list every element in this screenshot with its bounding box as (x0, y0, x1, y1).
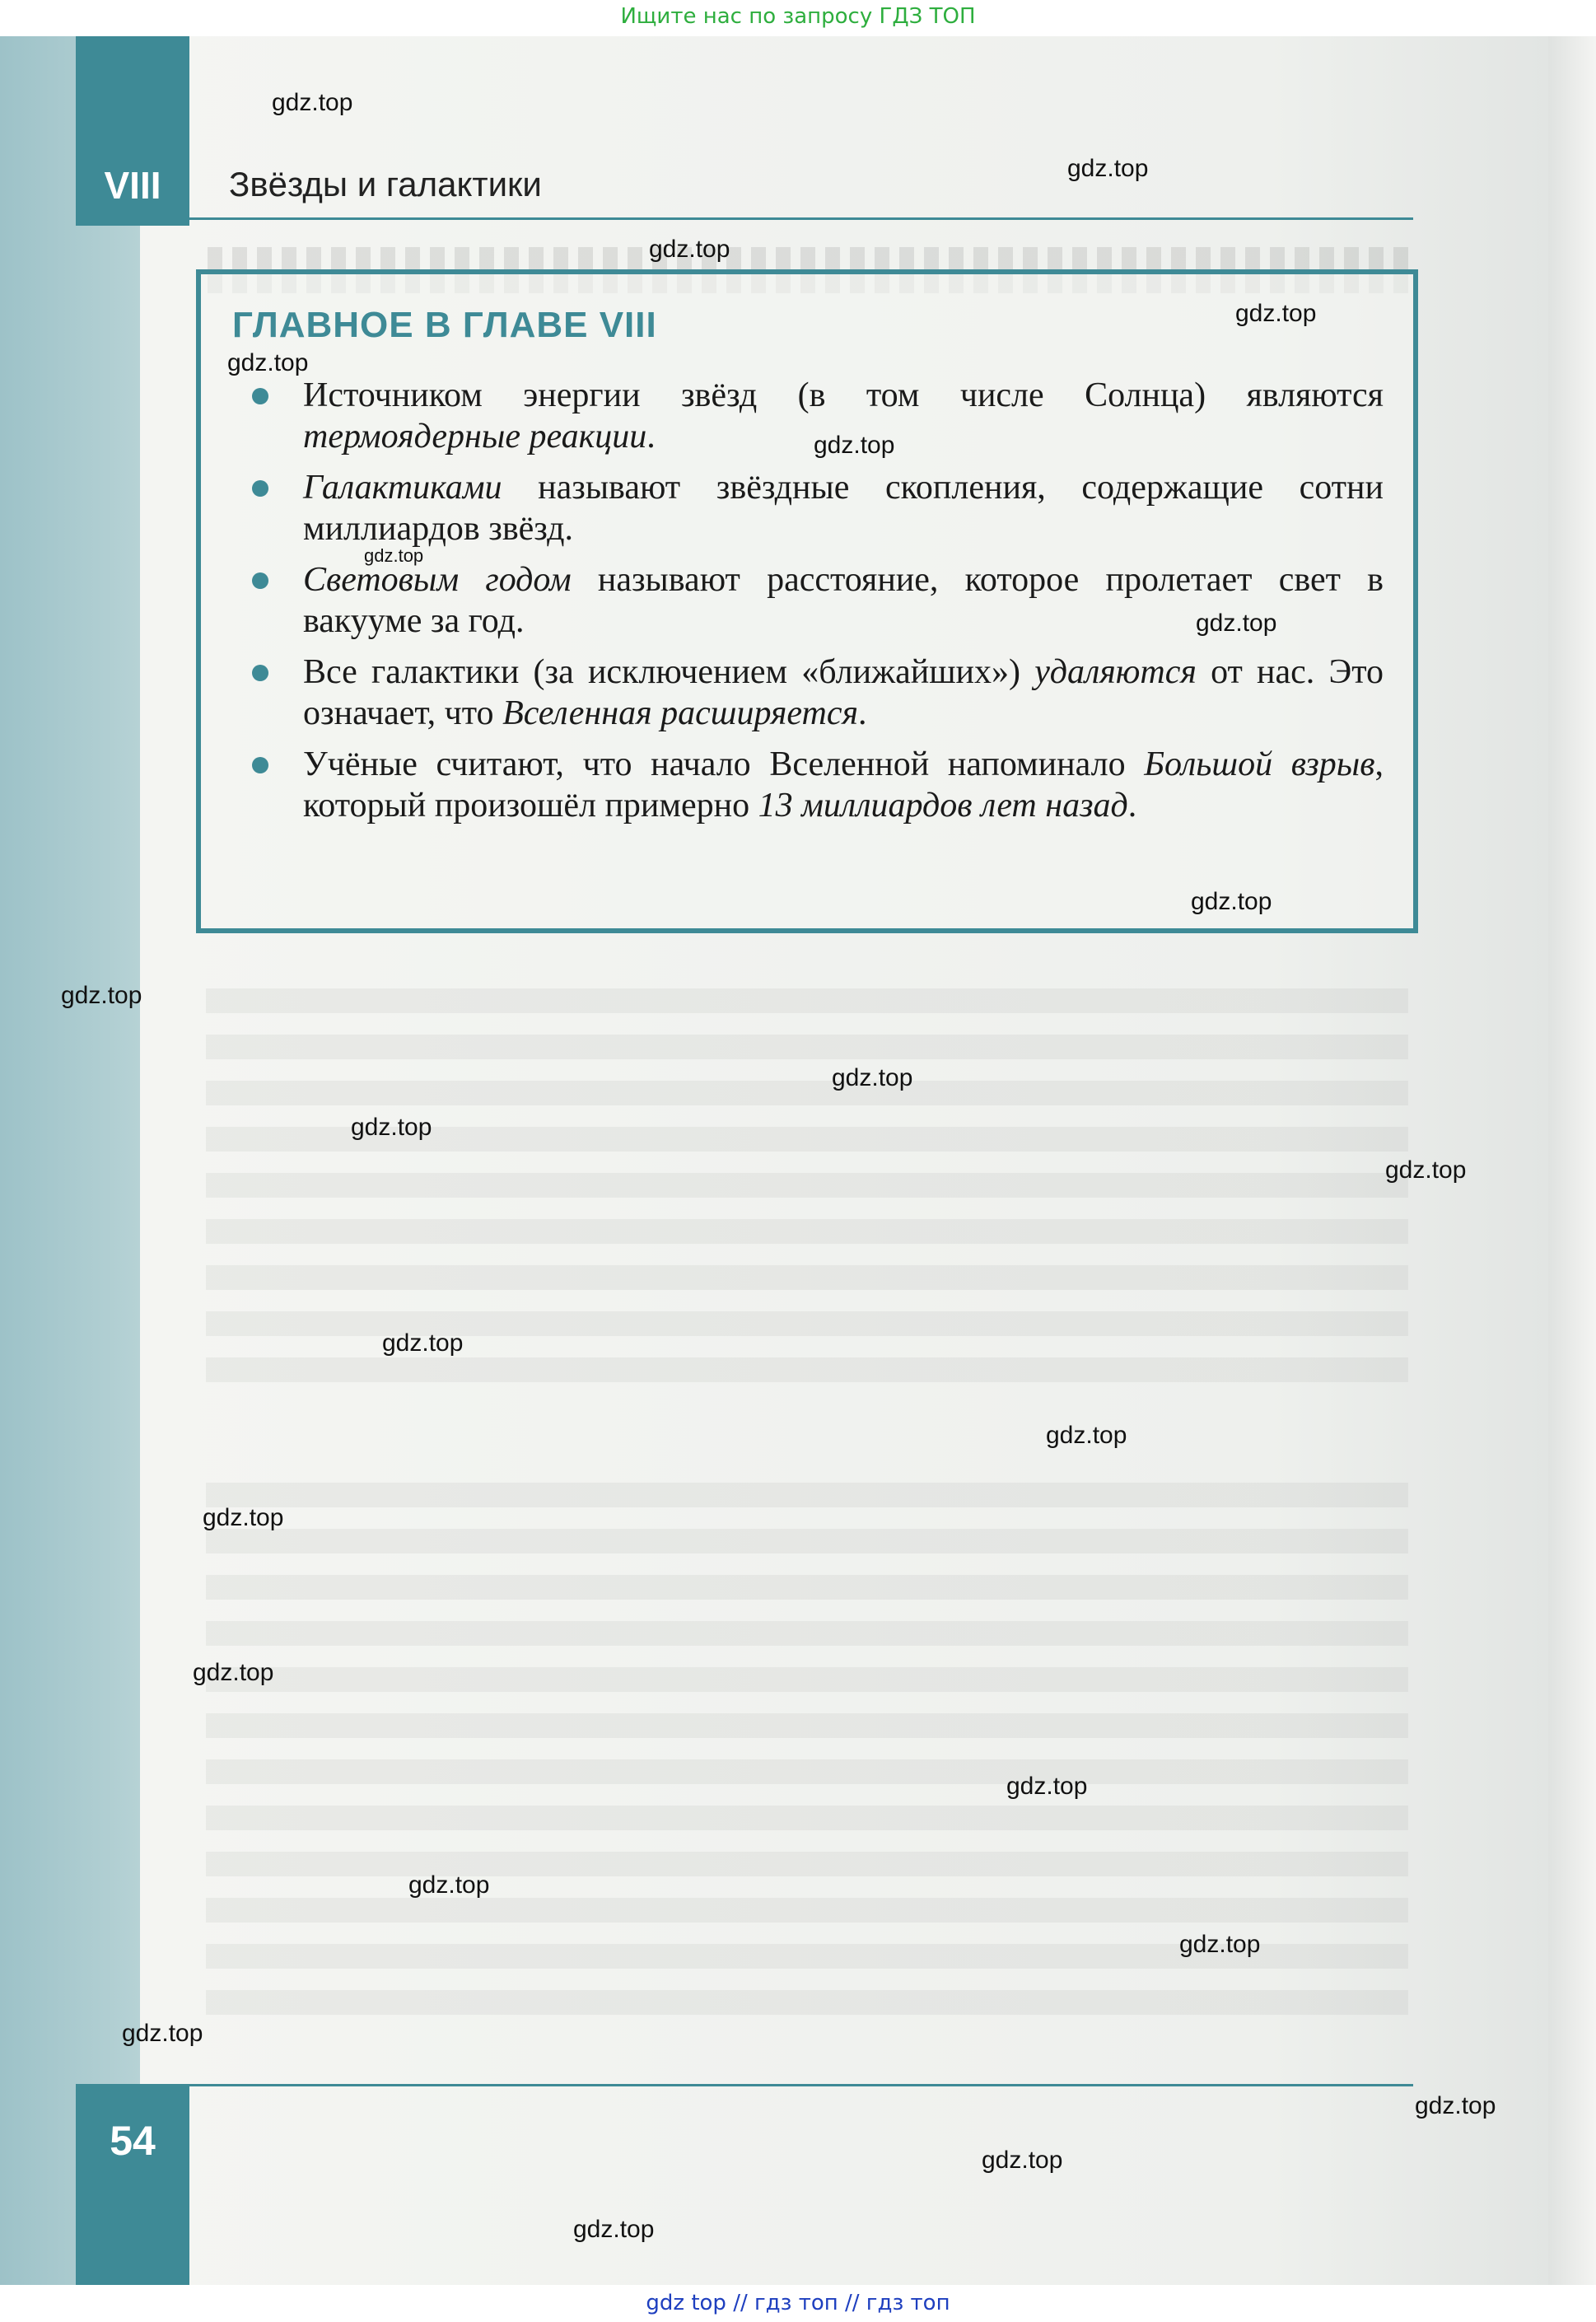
watermark: gdz.top (1006, 1773, 1088, 1800)
bullet-dot (252, 388, 268, 404)
watermark: gdz.top (364, 545, 424, 566)
item-italic: 13 миллиардов лет назад (758, 787, 1128, 825)
item-text: Все галактики (за исключением «ближайших») (303, 653, 1035, 691)
watermark: gdz.top (573, 2216, 655, 2243)
bullet-dot (252, 665, 268, 681)
watermark: gdz.top (982, 2147, 1063, 2174)
watermark: gdz.top (61, 982, 142, 1009)
watermark: gdz.top (832, 1064, 913, 1091)
item-italic: удаляются (1034, 653, 1197, 691)
watermark: gdz.top (272, 89, 353, 116)
item-italic: Вселенная расширяется (502, 694, 858, 732)
chapter-title: Звёзды и галактики (229, 165, 542, 203)
item-italic: термоядерные реакции (303, 418, 647, 456)
item-text: Источником энергии звёзд (в том числе Солнца) являются (303, 376, 1384, 414)
watermark: gdz.top (814, 432, 895, 459)
item-tail: . (858, 694, 867, 732)
watermark: gdz.top (382, 1329, 464, 1357)
chapter-number-tab: VIII (76, 36, 189, 226)
watermark: gdz.top (1415, 2092, 1496, 2119)
watermark: gdz.top (1046, 1422, 1127, 1449)
watermark: gdz.top (1385, 1156, 1467, 1184)
list-item (247, 652, 1384, 734)
watermark: gdz.top (193, 1659, 274, 1686)
item-text: называют звёздные скопления, содержащие сотни миллиардов звёзд. (303, 469, 1384, 548)
list-item (247, 467, 1384, 549)
watermark: gdz.top (1191, 888, 1272, 915)
bullet-dot (252, 757, 268, 773)
watermark: gdz.top (1235, 300, 1317, 327)
watermark: gdz.top (227, 349, 309, 376)
footer-rule (189, 2084, 1413, 2086)
item-tail: . (646, 418, 656, 456)
watermark: gdz.top (408, 1871, 490, 1899)
item-text: от нас. Это означает, что (303, 653, 1384, 732)
item-italic: Световым годом (303, 561, 572, 599)
watermark: gdz.top (1179, 1931, 1261, 1958)
item-text: , который произошёл примерно (303, 745, 1384, 825)
watermark: gdz.top (1196, 610, 1277, 637)
summary-title: ГЛАВНОЕ В ГЛАВЕ VIII (232, 305, 657, 345)
watermark: gdz.top (1067, 155, 1149, 182)
bottom-banner[interactable]: gdz top // гдз топ // гдз топ (0, 2285, 1596, 2322)
header-rule (189, 217, 1413, 220)
top-banner[interactable]: Ищите нас по запросу ГДЗ ТОП (620, 4, 976, 29)
item-italic: Большой взрыв (1144, 745, 1375, 783)
page-edge (1548, 36, 1596, 2285)
bullet-dot (252, 480, 268, 497)
item-tail: . (1127, 787, 1137, 825)
watermark: gdz.top (649, 236, 730, 263)
item-italic: Галактиками (303, 469, 502, 507)
page-number: 54 (76, 2084, 189, 2285)
item-text: называют расстояние, которое пролетает свет в вакууме за год. (303, 561, 1384, 640)
list-item (247, 744, 1384, 826)
bullet-dot (252, 572, 268, 589)
left-margin-strip (0, 36, 140, 2285)
watermark: gdz.top (351, 1114, 432, 1141)
watermark: gdz.top (122, 2020, 203, 2047)
item-text: Учёные считают, что начало Вселенной напоминало (303, 745, 1145, 783)
watermark: gdz.top (203, 1504, 284, 1531)
